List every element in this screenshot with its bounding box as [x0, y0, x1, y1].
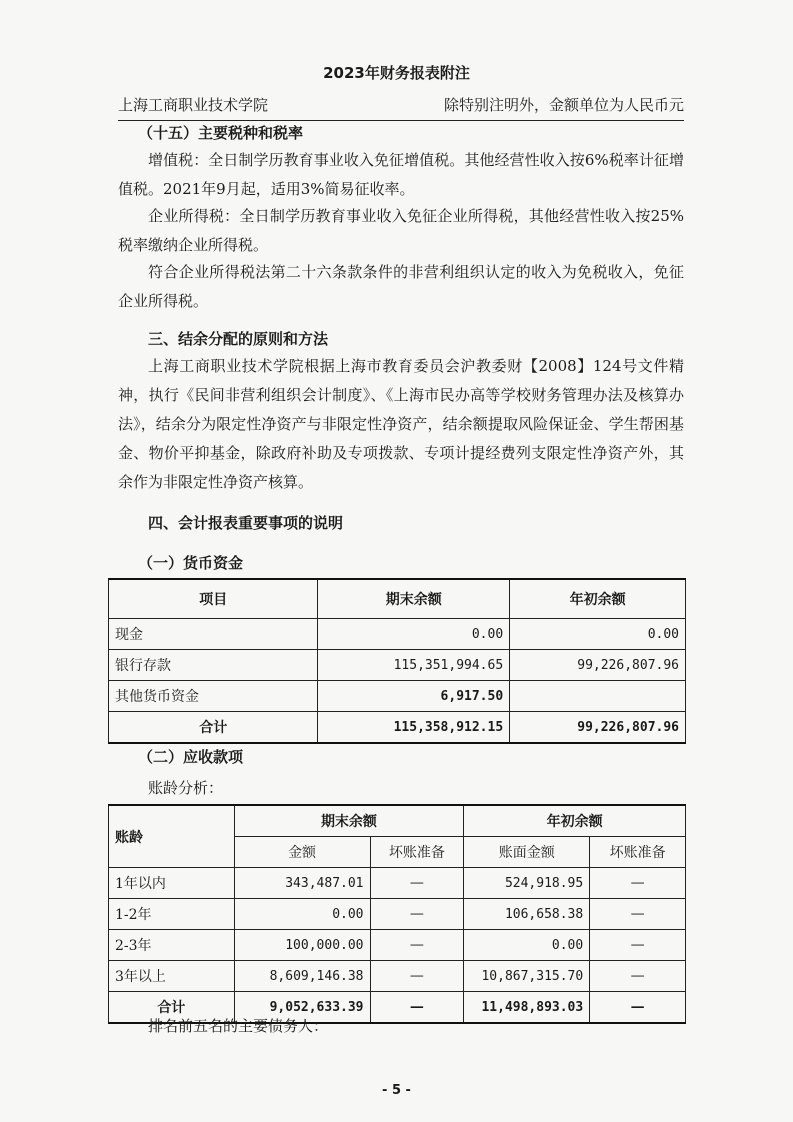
item-cell: 银行存款 [109, 650, 318, 681]
vat-paragraph: 增值税：全日制学历教育事业收入免征增值税。其他经营性收入按6%税率计征增值税。2021年9月起，适用3%简易征收率。 [118, 151, 684, 198]
table-row [109, 650, 686, 681]
begin-bad-debt-total-cell: — [590, 992, 686, 1024]
tax-heading: （十五）主要税种和税率 [138, 124, 304, 142]
cash-heading: （一）货币资金 [138, 554, 244, 572]
total-label-cell: 合计 [109, 712, 318, 744]
end-balance-cell: 115,351,994.65 [318, 650, 510, 681]
cit-paragraph: 企业所得税：全日制学历教育事业收入免征企业所得税，其他经营性收入按25%税率缴纳企业所得税。 [118, 207, 684, 254]
surplus-paragraph: 上海工商职业技术学院根据上海市教育委员会沪教委财【2008】124号文件精神，执行《民间非营利组织会计制度》、《上海市民办高等学校财务管理办法及核算办法》，结余分为限定性净资产与非限定性净资产，结余额提取风险保证金、学生帮困基金、物价平抑基金，除政府补助及专项拨款、专项计提经费列支限定性净资产外，其余作为非限定性净资产核算。 [118, 357, 684, 491]
table-row [109, 930, 686, 961]
end-bad-debt-cell: — [370, 930, 464, 961]
begin-total-cell: 99,226,807.96 [510, 712, 686, 744]
begin-bad-debt-cell: — [590, 868, 686, 899]
table-row [109, 681, 686, 712]
exempt-paragraph: 符合企业所得税法第二十六条款条件的非营利组织认定的收入为免税收入，免征企业所得税。 [118, 263, 684, 310]
end-bad-debt-total-cell: — [370, 992, 464, 1024]
organization-name: 上海工商职业技术学院 [118, 96, 269, 114]
end-balance-cell: 6,917.50 [318, 681, 510, 712]
total-label-cell: 合计 [109, 992, 235, 1024]
end-bad-debt-subheader: 坏账准备 [370, 837, 464, 868]
end-bad-debt-cell: — [370, 868, 464, 899]
end-amount-cell: 0.00 [234, 899, 370, 930]
end-bad-debt-cell: — [370, 899, 464, 930]
item-cell: 现金 [109, 619, 318, 650]
begin-balance-cell: 99,226,807.96 [510, 650, 686, 681]
begin-amount-cell: 0.00 [464, 930, 590, 961]
end-amount-total-cell: 9,052,633.39 [234, 992, 370, 1024]
begin-amount-total-cell: 11,498,893.03 [464, 992, 590, 1024]
end-amount-cell: 343,487.01 [234, 868, 370, 899]
age-cell: 1-2年 [109, 899, 235, 930]
column-header: 年初余额 [510, 579, 686, 619]
end-amount-cell: 100,000.00 [234, 930, 370, 961]
document-title: 2023年财务报表附注 [323, 64, 470, 82]
begin-balance-cell: 0.00 [510, 619, 686, 650]
begin-balance-cell [510, 681, 686, 712]
begin-amount-cell: 106,658.38 [464, 899, 590, 930]
begin-bad-debt-subheader: 坏账准备 [590, 837, 686, 868]
table-row [109, 899, 686, 930]
column-header: 项目 [109, 579, 318, 619]
begin-amount-subheader: 账面金额 [464, 837, 590, 868]
begin-bad-debt-cell: — [590, 961, 686, 992]
receivables-heading: （二）应收款项 [138, 748, 244, 766]
currency-note: 除特别注明外，金额单位为人民币元 [443, 96, 684, 114]
end-amount-cell: 8,609,146.38 [234, 961, 370, 992]
begin-balance-header: 年初余额 [464, 805, 686, 837]
table-row [109, 868, 686, 899]
table-total-row [109, 712, 686, 744]
table-header-row [109, 579, 686, 619]
table-row [109, 619, 686, 650]
age-cell: 2-3年 [109, 930, 235, 961]
aging-column-header: 账龄 [109, 805, 235, 868]
table-row [109, 961, 686, 992]
table-header-row [109, 805, 686, 837]
page-number: - 5 - [382, 1083, 411, 1098]
cash-table [108, 578, 686, 744]
begin-amount-cell: 10,867,315.70 [464, 961, 590, 992]
aging-label: 账龄分析： [148, 779, 224, 797]
receivables-table [108, 804, 686, 1024]
begin-bad-debt-cell: — [590, 930, 686, 961]
age-cell: 1年以内 [109, 868, 235, 899]
page-header [118, 92, 684, 121]
end-total-cell: 115,358,912.15 [318, 712, 510, 744]
item-cell: 其他货币资金 [109, 681, 318, 712]
section4-heading: 四、会计报表重要事项的说明 [148, 514, 344, 532]
end-amount-subheader: 金额 [234, 837, 370, 868]
begin-bad-debt-cell: — [590, 899, 686, 930]
end-balance-header: 期末余额 [234, 805, 464, 837]
top5-debtors-label: 排名前五名的主要债务人： [148, 1017, 329, 1035]
end-bad-debt-cell: — [370, 961, 464, 992]
begin-amount-cell: 524,918.95 [464, 868, 590, 899]
column-header: 期末余额 [318, 579, 510, 619]
age-cell: 3年以上 [109, 961, 235, 992]
end-balance-cell: 0.00 [318, 619, 510, 650]
surplus-heading: 三、结余分配的原则和方法 [148, 330, 329, 348]
